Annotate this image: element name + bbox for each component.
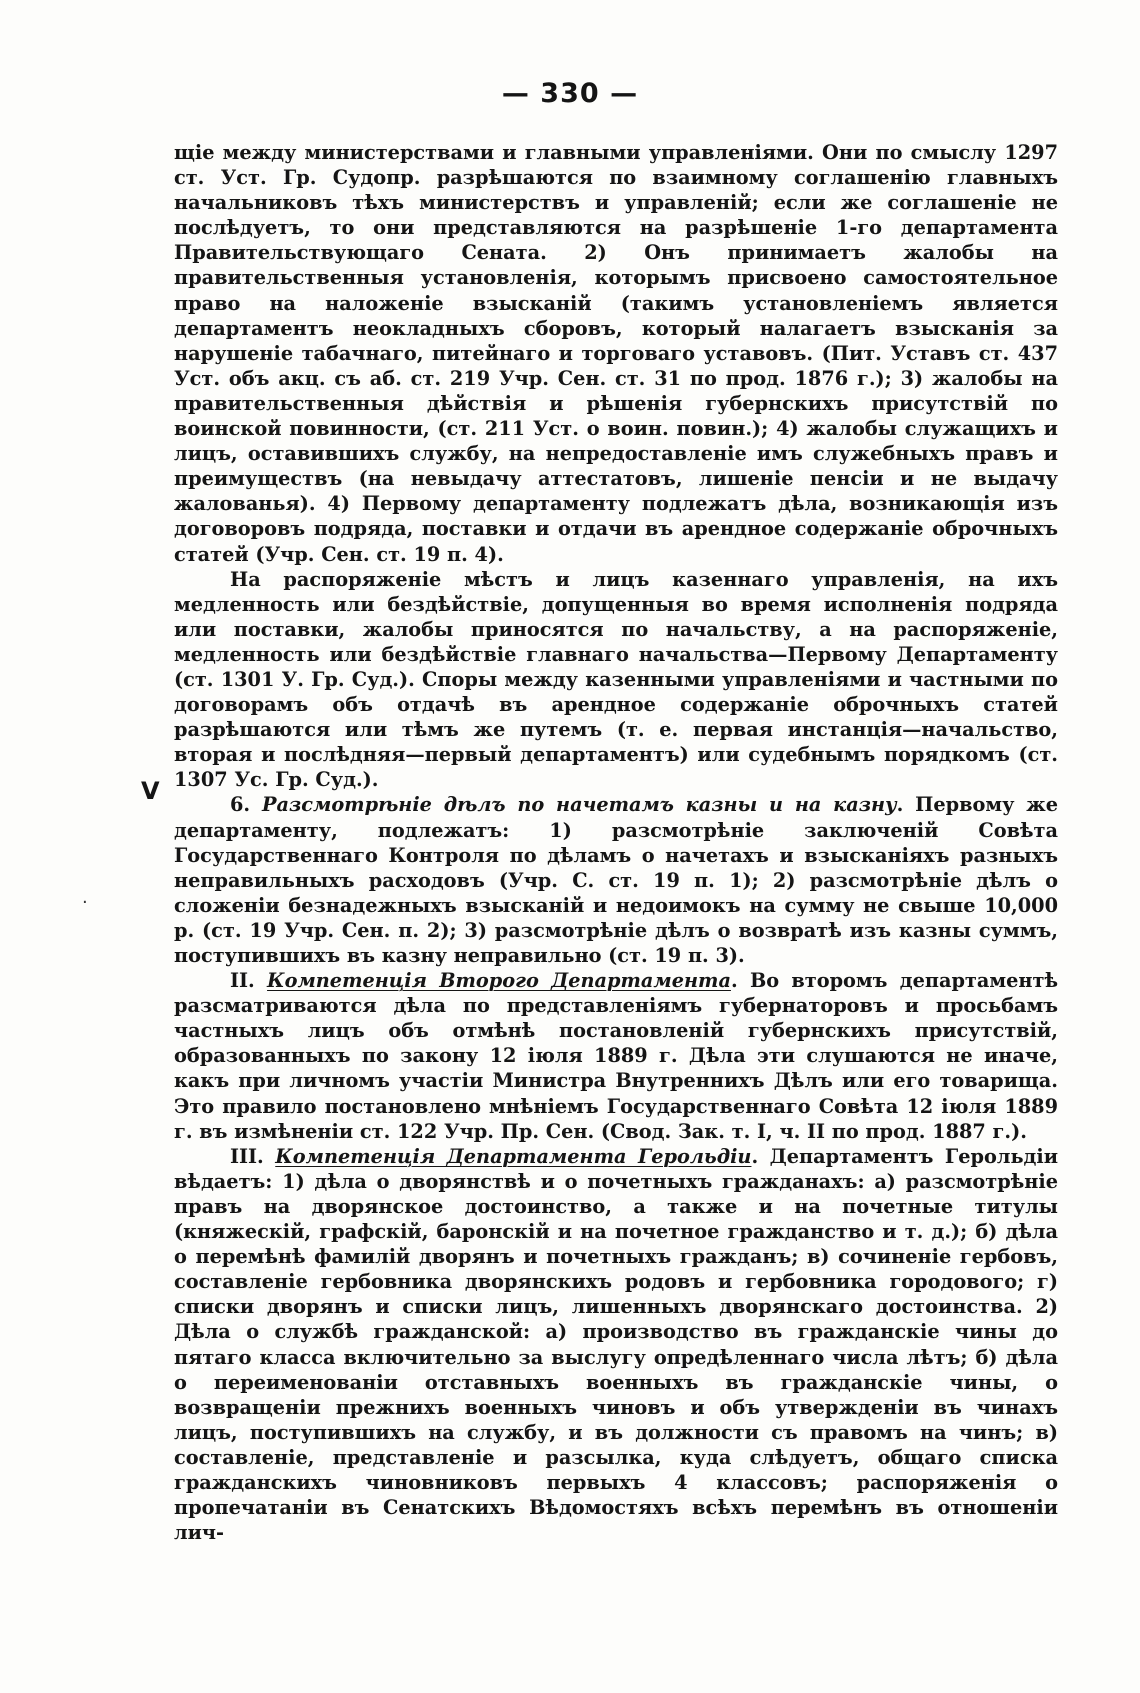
- paragraph-continuation: щіе между министерствами и главными управленіями. Они по смыслу 1297 ст. Уст. Гр. Судопр. разрѣшаются по взаимному соглашенію главныхъ начальниковъ тѣхъ министерствъ и управленій; если же соглашеніе не послѣдуетъ, то они представляются на разрѣшеніе 1-го департамента Правительствующаго Сената. 2) Онъ принимаетъ жалобы на правительственныя установленія, которымъ присвоено самостоятельное право на наложеніе взысканій (такимъ установленіемъ является департаментъ неокладныхъ сборовъ, который налагаетъ взысканія за нарушеніе табачнаго, питейнаго и торговаго уставовъ. (Пит. Уставъ ст. 437 Уст. объ акц. съ аб. ст. 219 Учр. Сен. ст. 31 по прод. 1876 г.); 3) жалобы на правительственныя дѣйствія и рѣшенія губернскихъ присутствій по воинской повинности, (ст. 211 Уст. о воин. повин.); 4) жалобы служащихъ и лицъ, оставившихъ службу, на непредоставленіе имъ служебныхъ правъ и преимуществъ (на невыдачу аттестатовъ, лишеніе пенсіи и не выдачу жалованья). 4) Первому департаменту подлежатъ дѣла, возникающія изъ договоровъ подряда, поставки и отдачи въ арендное содержаніе оброчныхъ статей (Учр. Сен. ст. 19 п. 4).: [174, 141, 1058, 566]
- section-text: . Первому же департаменту, подлежатъ: 1) разсмотрѣніе заключеній Совѣта Государственнаго Контроля по дѣламъ о начетахъ и взысканіяхъ разныхъ неправильныхъ расходовъ (Учр. С. ст. 19 п. 1); 2) разсмотрѣніе дѣлъ о сложеніи безнадежныхъ взысканій и недоимокъ на сумму не свыше 10,000 р. (ст. 19 Учр. Сен. п. 2); 3) разсмотрѣніе дѣлъ о возвратѣ изъ казны суммъ, поступившихъ въ казну неправильно (ст. 19 п. 3).: [174, 793, 1058, 967]
- section-heading: Разсмотрѣніе дѣлъ по начетамъ казны и на казну: [261, 793, 897, 817]
- page-number: — 330 —: [501, 78, 639, 109]
- section-number: 6.: [230, 793, 251, 817]
- margin-handwritten-mark: V: [141, 777, 160, 805]
- section-number: III.: [230, 1144, 264, 1168]
- section-number: II.: [230, 969, 255, 993]
- section-heading: Компетенція Департамента Герольдіи: [275, 1144, 752, 1168]
- page-body: [174, 140, 1058, 1545]
- paragraph-contracts: На распоряженіе мѣстъ и лицъ казеннаго управленія, на ихъ медленность или бездѣйствіе, допущенныя во время исполненія подряда или поставки, жалобы приносятся по начальству, а на распоряженіе, медленность или бездѣйствіе главнаго начальства—Первому Департаменту (ст. 1301 У. Гр. Суд.). Споры между казенными управленіями и частными по договорамъ объ отдачѣ въ арендное содержаніе оброчныхъ статей разрѣшаются или тѣмъ же путемъ (т. е. первая инстанція—начальство, вторая и послѣдняя—первый департаментъ) или судебнымъ порядкомъ (ст. 1307 Ус. Гр. Суд.).: [174, 567, 1058, 792]
- section-heading: Компетенція Второго Департамента: [267, 969, 731, 993]
- margin-tick-mark: ·: [82, 892, 88, 913]
- paragraph-heraldry-department: [174, 1144, 1058, 1546]
- section-text: . Департаментъ Герольдіи вѣдаетъ: 1) дѣла о дворянствѣ и о почетныхъ гражданахъ: а) разсмотрѣніе правъ на дворянское достоинство, а также и на почетные титулы (княжескій, графскій, баронскій и на почетное гражданство и т. д.); б) дѣла о перемѣнѣ фамилій дворянъ и почетныхъ гражданъ; в) сочиненіе гербовъ, составленіе гербовника дворянскихъ родовъ и гербовника городового; г) списки дворянъ и списки лицъ, лишенныхъ дворянскаго достоинства. 2) Дѣла о службѣ гражданской: а) производство въ гражданскіе чины до пятаго класса включительно за выслугу опредѣленнаго числа лѣтъ; б) дѣла о переименованіи отставныхъ военныхъ въ гражданскіе чины, о возвращеніи прежнихъ военныхъ чиновъ и объ утвержденіи въ чинахъ лицъ, поступившихъ на службу, и въ должности съ правомъ на чинъ; в) составленіе, представленіе и разсылка, куда слѣдуетъ, общаго списка гражданскихъ чиновниковъ первыхъ 4 классовъ; распоряженія о пропечатаніи въ Сенатскихъ Вѣдомостяхъ всѣхъ перемѣнъ въ отношеніи лич-: [174, 1144, 1059, 1545]
- paragraph-section-6: [174, 792, 1058, 968]
- paragraph-second-department: [174, 968, 1058, 1144]
- section-text: . Во второмъ департаментѣ разсматриваются дѣла по представленіямъ губернаторовъ и просьбамъ частныхъ лицъ объ отмѣнѣ постановленій губернскихъ присутствій, образованныхъ по закону 12 іюля 1889 г. Дѣла эти слушаются не иначе, какъ при личномъ участіи Министра Внутреннихъ Дѣлъ или его товарища. Это правило постановлено мнѣніемъ Государственнаго Совѣта 12 іюля 1889 г. въ измѣненіи ст. 122 Учр. Пр. Сен. (Свод. Зак. т. I, ч. II по прод. 1887 г.).: [174, 969, 1059, 1143]
